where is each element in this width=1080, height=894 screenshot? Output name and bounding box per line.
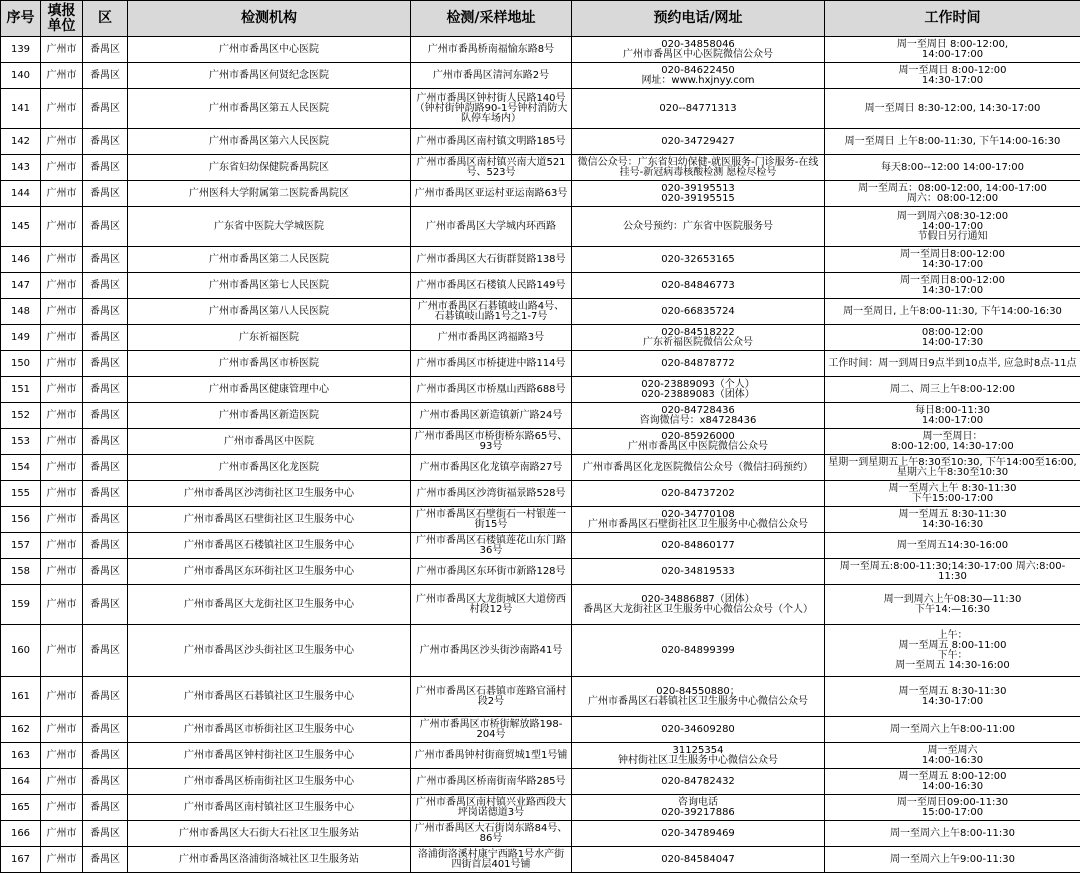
cell-testing-institution: 广州市番禺区大龙街社区卫生服务中心 (128, 585, 411, 625)
table-row (1, 625, 1080, 677)
cell-row-number: 145 (1, 207, 41, 247)
cell-reporting-unit: 广州市 (41, 325, 83, 351)
cell-testing-address: 广州市番禺区石碁镇市莲路官涌村段2号 (411, 677, 572, 717)
cell-working-hours: 周一至周六 14:00-16:30 (825, 743, 1080, 769)
cell-row-number: 150 (1, 351, 41, 377)
cell-row-number: 139 (1, 37, 41, 63)
cell-row-number: 160 (1, 625, 41, 677)
cell-row-number: 166 (1, 821, 41, 847)
cell-testing-address: 广州市番禺区南村镇文明路185号 (411, 129, 572, 155)
cell-working-hours: 周一至周五：08:00-12:00, 14:00-17:00 周六：08:00-12:00 (825, 181, 1080, 207)
cell-reporting-unit: 广州市 (41, 507, 83, 533)
cell-testing-institution: 广州市番禺区桥南街社区卫生服务中心 (128, 769, 411, 795)
cell-district: 番禺区 (83, 129, 128, 155)
cell-testing-institution: 广州市番禺区第五人民医院 (128, 89, 411, 129)
table-row (1, 743, 1080, 769)
cell-testing-address: 广州市番禺区市桥街解放路198-204号 (411, 717, 572, 743)
cell-testing-institution: 广州市番禺区钟村街社区卫生服务中心 (128, 743, 411, 769)
cell-testing-institution: 广东省妇幼保健院番禺院区 (128, 155, 411, 181)
cell-testing-address: 广州市番禺区南村镇兴南大道521号、523号 (411, 155, 572, 181)
cell-testing-address: 广州市番禺区大石街岗东路84号、86号 (411, 821, 572, 847)
cell-testing-address: 广州市番禺区石壁街石一村银莲一街15号 (411, 507, 572, 533)
cell-row-number: 148 (1, 299, 41, 325)
cell-working-hours: 周一至周日8:00-12:00 14:30-17:00 (825, 273, 1080, 299)
table-row (1, 585, 1080, 625)
header-district: 区 (83, 1, 128, 37)
cell-reporting-unit: 广州市 (41, 181, 83, 207)
cell-booking-contact: 020-84899399 (572, 625, 825, 677)
cell-testing-institution: 广州市番禺区新造医院 (128, 403, 411, 429)
cell-working-hours: 周二、周三上午8:00-12:00 (825, 377, 1080, 403)
cell-testing-address: 广州市番禺区市桥凰山西路688号 (411, 377, 572, 403)
cell-booking-contact: 31125354 钟村街社区卫生服务中心微信公众号 (572, 743, 825, 769)
cell-district: 番禺区 (83, 89, 128, 129)
table-row (1, 325, 1080, 351)
cell-booking-contact: 020-34609280 (572, 717, 825, 743)
cell-working-hours: 周一至周六上午8:00-11:00 (825, 717, 1080, 743)
cell-booking-contact: 020-84860177 (572, 533, 825, 559)
cell-testing-institution: 广州市番禺区第七人民医院 (128, 273, 411, 299)
cell-row-number: 141 (1, 89, 41, 129)
cell-testing-address: 广州市番禺区鸿福路3号 (411, 325, 572, 351)
cell-testing-institution: 广州市番禺区石楼镇社区卫生服务中心 (128, 533, 411, 559)
cell-row-number: 165 (1, 795, 41, 821)
cell-district: 番禺区 (83, 795, 128, 821)
cell-testing-address: 广州市番禺区大学城内环西路 (411, 207, 572, 247)
table-row (1, 847, 1080, 873)
cell-testing-institution: 广州市番禺区沙湾街社区卫生服务中心 (128, 481, 411, 507)
table-row (1, 155, 1080, 181)
header-row-number: 序号 (1, 1, 41, 37)
cell-working-hours: 周一至周五14:30-16:00 (825, 533, 1080, 559)
cell-booking-contact: 020-34819533 (572, 559, 825, 585)
cell-booking-contact: 微信公众号：广东省妇幼保健-就医服务-门诊服务-在线挂号-新冠病毒核酸检测 愿检尽检号 (572, 155, 825, 181)
cell-reporting-unit: 广州市 (41, 677, 83, 717)
cell-district: 番禺区 (83, 559, 128, 585)
cell-district: 番禺区 (83, 769, 128, 795)
cell-reporting-unit: 广州市 (41, 37, 83, 63)
cell-working-hours: 周一至周日, 上午8:00-11:30, 下午14:00-16:30 (825, 299, 1080, 325)
cell-booking-contact: 020-84622450 网址：www.hxjnyy.com (572, 63, 825, 89)
cell-district: 番禺区 (83, 207, 128, 247)
cell-reporting-unit: 广州市 (41, 769, 83, 795)
cell-row-number: 146 (1, 247, 41, 273)
table-row (1, 533, 1080, 559)
cell-testing-institution: 广东省中医院大学城医院 (128, 207, 411, 247)
table-row (1, 129, 1080, 155)
cell-reporting-unit: 广州市 (41, 155, 83, 181)
cell-testing-address: 广州市番禺区大龙街城区大道傍西村段12号 (411, 585, 572, 625)
cell-row-number: 142 (1, 129, 41, 155)
cell-working-hours: 周一至周五 8:30-11:30 14:30-17:00 (825, 677, 1080, 717)
table-row (1, 351, 1080, 377)
cell-testing-institution: 广州市番禺区沙头街社区卫生服务中心 (128, 625, 411, 677)
cell-district: 番禺区 (83, 181, 128, 207)
cell-working-hours: 08:00-12:00 14:00-17:30 (825, 325, 1080, 351)
cell-reporting-unit: 广州市 (41, 351, 83, 377)
table-row (1, 181, 1080, 207)
cell-testing-institution: 广州市番禺区洛浦街洛城社区卫生服务站 (128, 847, 411, 873)
cell-testing-address: 广州市番禺钟村街商贸城1型1号铺 (411, 743, 572, 769)
cell-row-number: 152 (1, 403, 41, 429)
cell-reporting-unit: 广州市 (41, 63, 83, 89)
cell-testing-institution: 广州市番禺区何贤纪念医院 (128, 63, 411, 89)
cell-row-number: 155 (1, 481, 41, 507)
cell-row-number: 161 (1, 677, 41, 717)
cell-testing-address: 洛浦街洛溪村康宁西路1号水产街四街首层401号铺 (411, 847, 572, 873)
cell-row-number: 143 (1, 155, 41, 181)
cell-working-hours: 周一至周日 8:00-12:00, 14:00-17:00 (825, 37, 1080, 63)
cell-booking-contact: 广州市番禺区化龙医院微信公众号（微信扫码预约） (572, 455, 825, 481)
cell-district: 番禺区 (83, 273, 128, 299)
cell-row-number: 151 (1, 377, 41, 403)
cell-row-number: 157 (1, 533, 41, 559)
cell-row-number: 164 (1, 769, 41, 795)
cell-reporting-unit: 广州市 (41, 455, 83, 481)
cell-working-hours: 周一至周日： 8:00-12:00, 14:30-17:00 (825, 429, 1080, 455)
cell-district: 番禺区 (83, 247, 128, 273)
cell-booking-contact: 020-84782432 (572, 769, 825, 795)
cell-testing-institution: 广州市番禺区南村镇社区卫生服务中心 (128, 795, 411, 821)
cell-row-number: 144 (1, 181, 41, 207)
cell-testing-address: 广州市番禺区南村镇兴业路西段大坪岗诺德道3号 (411, 795, 572, 821)
cell-reporting-unit: 广州市 (41, 273, 83, 299)
cell-testing-institution: 广州市番禺区石壁街社区卫生服务中心 (128, 507, 411, 533)
table-row (1, 677, 1080, 717)
cell-testing-address: 广州市番禺区市桥街桥东路65号、93号 (411, 429, 572, 455)
cell-district: 番禺区 (83, 847, 128, 873)
table-row (1, 821, 1080, 847)
table-body (1, 37, 1080, 873)
cell-district: 番禺区 (83, 481, 128, 507)
cell-working-hours: 周一至周日 上午8:00-11:30, 下午14:00-16:30 (825, 129, 1080, 155)
cell-reporting-unit: 广州市 (41, 559, 83, 585)
cell-booking-contact: 020-84584047 (572, 847, 825, 873)
cell-testing-institution: 广州医科大学附属第二医院番禺院区 (128, 181, 411, 207)
cell-working-hours: 周一至周日 8:00-12:00 14:30-17:00 (825, 63, 1080, 89)
cell-testing-address: 广州市番禺区亚运村亚运南路63号 (411, 181, 572, 207)
table-row (1, 717, 1080, 743)
cell-testing-address: 广州市番禺区桥南街南华路285号 (411, 769, 572, 795)
cell-working-hours: 周一至周日8:00-12:00 14:30-17:00 (825, 247, 1080, 273)
cell-district: 番禺区 (83, 821, 128, 847)
cell-district: 番禺区 (83, 377, 128, 403)
cell-working-hours: 周一至周六上午8:00-11:30 (825, 821, 1080, 847)
table-row (1, 455, 1080, 481)
cell-testing-address: 广州市番禺区石碁镇岐山路4号、石碁镇岐山路1号之1-7号 (411, 299, 572, 325)
cell-district: 番禺区 (83, 325, 128, 351)
cell-working-hours: 周一至周日 8:30-12:00, 14:30-17:00 (825, 89, 1080, 129)
cell-working-hours: 每日8:00-11:30 14:00-17:00 (825, 403, 1080, 429)
cell-district: 番禺区 (83, 743, 128, 769)
cell-district: 番禺区 (83, 507, 128, 533)
cell-district: 番禺区 (83, 585, 128, 625)
cell-testing-institution: 广州市番禺区中医院 (128, 429, 411, 455)
cell-working-hours: 上午： 周一至周五 8:00-11:00 下午： 周一至周五 14:30-16:00 (825, 625, 1080, 677)
cell-reporting-unit: 广州市 (41, 743, 83, 769)
cell-working-hours: 周一到周六上午08:30—11:30 下午14:—16:30 (825, 585, 1080, 625)
cell-reporting-unit: 广州市 (41, 533, 83, 559)
header-testing-address: 检测/采样地址 (411, 1, 572, 37)
table-row (1, 37, 1080, 63)
cell-working-hours: 周一至周日09:00-11:30 15:00-17:00 (825, 795, 1080, 821)
header-booking-contact: 预约电话/网址 (572, 1, 825, 37)
table-row (1, 769, 1080, 795)
table-row (1, 89, 1080, 129)
cell-booking-contact: 020-34789469 (572, 821, 825, 847)
cell-district: 番禺区 (83, 403, 128, 429)
cell-reporting-unit: 广州市 (41, 377, 83, 403)
cell-district: 番禺区 (83, 429, 128, 455)
cell-row-number: 158 (1, 559, 41, 585)
table-row (1, 481, 1080, 507)
cell-row-number: 167 (1, 847, 41, 873)
header-testing-institution: 检测机构 (128, 1, 411, 37)
cell-district: 番禺区 (83, 533, 128, 559)
cell-booking-contact: 020-34858046 广州市番禺区中心医院微信公众号 (572, 37, 825, 63)
table-row (1, 377, 1080, 403)
cell-testing-institution: 广州市番禺区东环街社区卫生服务中心 (128, 559, 411, 585)
table-row (1, 207, 1080, 247)
cell-testing-institution: 广州市番禺区第八人民医院 (128, 299, 411, 325)
cell-reporting-unit: 广州市 (41, 247, 83, 273)
table-row (1, 247, 1080, 273)
cell-testing-address: 广州市番禺区化龙镇亭南路27号 (411, 455, 572, 481)
cell-booking-contact: 020-66835724 (572, 299, 825, 325)
table-row (1, 429, 1080, 455)
cell-testing-address: 广州市番禺区钟村街人民路140号（钟村街钟韵路90-1号钟村消防大队停车场内） (411, 89, 572, 129)
cell-testing-institution: 广州市番禺区中心医院 (128, 37, 411, 63)
cell-reporting-unit: 广州市 (41, 717, 83, 743)
cell-row-number: 140 (1, 63, 41, 89)
cell-row-number: 163 (1, 743, 41, 769)
cell-booking-contact: 020--84771313 (572, 89, 825, 129)
header-reporting-unit: 填报 单位 (41, 1, 83, 37)
cell-testing-institution: 广州市番禺区市桥医院 (128, 351, 411, 377)
cell-booking-contact: 020-34729427 (572, 129, 825, 155)
cell-booking-contact: 020-85926000 广州市番禺区中医院微信公众号 (572, 429, 825, 455)
table-row (1, 559, 1080, 585)
table-row (1, 795, 1080, 821)
cell-district: 番禺区 (83, 351, 128, 377)
cell-booking-contact: 020-84728436 咨询微信号：x84728436 (572, 403, 825, 429)
cell-row-number: 156 (1, 507, 41, 533)
header-working-hours: 工作时间 (825, 1, 1080, 37)
cell-district: 番禺区 (83, 455, 128, 481)
cell-district: 番禺区 (83, 625, 128, 677)
cell-district: 番禺区 (83, 299, 128, 325)
cell-reporting-unit: 广州市 (41, 847, 83, 873)
cell-reporting-unit: 广州市 (41, 795, 83, 821)
cell-working-hours: 周一至周五 8:30-11:30 14:30-16:30 (825, 507, 1080, 533)
cell-testing-institution: 广州市番禺区第二人民医院 (128, 247, 411, 273)
table-row (1, 507, 1080, 533)
cell-booking-contact: 020-34886887（团体） 番禺区大龙街社区卫生服务中心微信公众号（个人） (572, 585, 825, 625)
cell-booking-contact: 020-34770108 广州市番禺区石壁街社区卫生服务中心微信公众号 (572, 507, 825, 533)
table-row (1, 403, 1080, 429)
cell-working-hours: 周一至周五 8:00-12:00 14:00-16:30 (825, 769, 1080, 795)
cell-testing-address: 广州市番禺区大石街群贤路138号 (411, 247, 572, 273)
cell-district: 番禺区 (83, 37, 128, 63)
cell-reporting-unit: 广州市 (41, 429, 83, 455)
cell-reporting-unit: 广州市 (41, 481, 83, 507)
cell-testing-institution: 广州市番禺区化龙医院 (128, 455, 411, 481)
cell-reporting-unit: 广州市 (41, 821, 83, 847)
cell-testing-address: 广州市番禺区沙头街沙南路41号 (411, 625, 572, 677)
cell-testing-address: 广州市番禺区沙湾街福景路528号 (411, 481, 572, 507)
cell-testing-address: 广州市番禺区东环街市新路128号 (411, 559, 572, 585)
cell-reporting-unit: 广州市 (41, 207, 83, 247)
cell-district: 番禺区 (83, 677, 128, 717)
cell-booking-contact: 咨询电话 020-39217886 (572, 795, 825, 821)
cell-testing-institution: 广州市番禺区第六人民医院 (128, 129, 411, 155)
cell-testing-address: 广州市番禺区石楼镇莲花山东门路36号 (411, 533, 572, 559)
cell-row-number: 162 (1, 717, 41, 743)
cell-booking-contact: 公众号预约：广东省中医院服务号 (572, 207, 825, 247)
cell-row-number: 153 (1, 429, 41, 455)
cell-booking-contact: 020-39195513 020-39195515 (572, 181, 825, 207)
cell-booking-contact: 020-84550880； 广州市番禺区石碁镇社区卫生服务中心微信公众号 (572, 677, 825, 717)
cell-testing-address: 广州市番禺区清河东路2号 (411, 63, 572, 89)
cell-row-number: 154 (1, 455, 41, 481)
cell-row-number: 149 (1, 325, 41, 351)
cell-testing-address: 广州市番禺桥南福愉东路8号 (411, 37, 572, 63)
cell-reporting-unit: 广州市 (41, 299, 83, 325)
cell-testing-address: 广州市番禺区石楼镇人民路149号 (411, 273, 572, 299)
cell-district: 番禺区 (83, 155, 128, 181)
cell-working-hours: 工作时间：周一到周日9点半到10点半, 应急时8点-11点 (825, 351, 1080, 377)
cell-booking-contact: 020-84518222 广东祈福医院微信公众号 (572, 325, 825, 351)
cell-row-number: 159 (1, 585, 41, 625)
table-row (1, 273, 1080, 299)
cell-testing-institution: 广州市番禺区市桥街社区卫生服务中心 (128, 717, 411, 743)
cell-reporting-unit: 广州市 (41, 129, 83, 155)
cell-reporting-unit: 广州市 (41, 585, 83, 625)
cell-booking-contact: 020-84878772 (572, 351, 825, 377)
cell-testing-institution: 广州市番禺区健康管理中心 (128, 377, 411, 403)
cell-testing-institution: 广东祈福医院 (128, 325, 411, 351)
cell-booking-contact: 020-32653165 (572, 247, 825, 273)
table-header (1, 1, 1080, 37)
cell-booking-contact: 020-84846773 (572, 273, 825, 299)
cell-row-number: 147 (1, 273, 41, 299)
cell-testing-address: 广州市番禺区市桥捷进中路114号 (411, 351, 572, 377)
cell-reporting-unit: 广州市 (41, 89, 83, 129)
cell-district: 番禺区 (83, 63, 128, 89)
cell-testing-institution: 广州市番禺区石碁镇社区卫生服务中心 (128, 677, 411, 717)
cell-working-hours: 周一到周六08:30-12:00 14:00-17:00 节假日另行通知 (825, 207, 1080, 247)
cell-testing-address: 广州市番禺区新造镇新广路24号 (411, 403, 572, 429)
table-row (1, 63, 1080, 89)
table-row (1, 299, 1080, 325)
cell-working-hours: 星期一到星期五上午8:30至10:30, 下午14:00至16:00, 星期六上午8:30至10:30 (825, 455, 1080, 481)
cell-testing-institution: 广州市番禺区大石街大石社区卫生服务站 (128, 821, 411, 847)
cell-working-hours: 每天8:00--12:00 14:00-17:00 (825, 155, 1080, 181)
cell-working-hours: 周一至周六上午9:00-11:30 (825, 847, 1080, 873)
cell-booking-contact: 020-84737202 (572, 481, 825, 507)
cell-reporting-unit: 广州市 (41, 625, 83, 677)
cell-booking-contact: 020-23889093（个人） 020-23889083（团体） (572, 377, 825, 403)
cell-reporting-unit: 广州市 (41, 403, 83, 429)
cell-district: 番禺区 (83, 717, 128, 743)
cell-working-hours: 周一至周六上午 8:30-11:30 下午15:00-17:00 (825, 481, 1080, 507)
cell-working-hours: 周一至周五:8:00-11:30;14:30-17:00 周六:8:00-11:30 (825, 559, 1080, 585)
